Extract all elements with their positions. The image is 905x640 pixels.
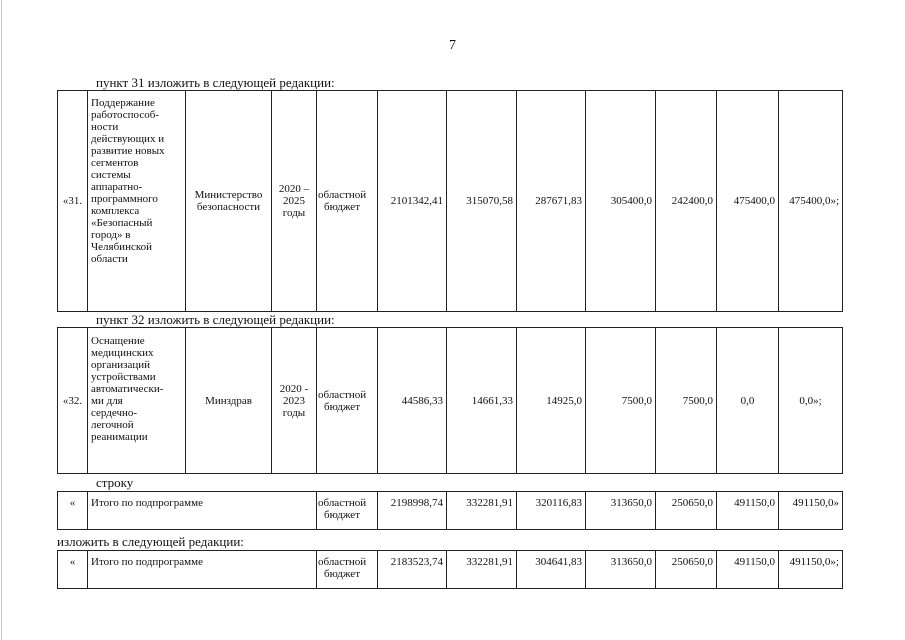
row31-year-2021: 287671,83 (517, 91, 586, 312)
page-number: 7 (449, 38, 456, 53)
row31-source: областной бюджет (317, 91, 378, 312)
total-new-year-2024: 491150,0 (717, 551, 779, 589)
table-total-new (57, 550, 843, 589)
row31-year-2020: 315070,58 (447, 91, 517, 312)
table-total-old (57, 491, 843, 530)
row31-year-2022: 305400,0 (586, 91, 656, 312)
row32-year-2022: 7500,0 (586, 328, 656, 474)
total-new-name: Итого по подпрограмме (88, 551, 317, 589)
total-old-name: Итого по подпрограмме (88, 492, 317, 530)
total-old-year-2021: 320116,83 (517, 492, 586, 530)
total-new-year-2020: 332281,91 (447, 551, 517, 589)
table-row-32 (57, 327, 843, 474)
row32-year-2025: 0,0»; (779, 328, 843, 474)
total-new-year-2021: 304641,83 (517, 551, 586, 589)
row32-years: 2020 - 2023 годы (272, 328, 317, 474)
instruction-point-32: пункт 32 изложить в следующей редакции: (96, 312, 335, 327)
row32-year-2021: 14925,0 (517, 328, 586, 474)
page-edge-line (1, 0, 2, 640)
total-old-year-2020: 332281,91 (447, 492, 517, 530)
instruction-point-31: пункт 31 изложить в следующей редакции: (96, 75, 335, 90)
row32-source: областной бюджет (317, 328, 378, 474)
row32-number: «32. (58, 328, 88, 474)
table-row-31 (57, 90, 843, 312)
total-old-total: 2198998,74 (378, 492, 447, 530)
row31-years: 2020 – 2025 годы (272, 91, 317, 312)
row31-name: Поддержание работоспособ- ности действующих и развитие новых сегментов системы аппаратно- программного комплекса «Безопасный город» в Челябинской области (88, 91, 186, 312)
instruction-row: строку (96, 475, 134, 490)
total-old-number: « (58, 492, 88, 530)
total-old-year-2025: 491150,0» (779, 492, 843, 530)
total-new-total: 2183523,74 (378, 551, 447, 589)
row31-year-2023: 242400,0 (656, 91, 717, 312)
instruction-new-edition: изложить в следующей редакции: (57, 534, 244, 549)
row31-executor: Министерство безопасности (186, 91, 272, 312)
total-old-year-2024: 491150,0 (717, 492, 779, 530)
row32-year-2024: 0,0 (717, 328, 779, 474)
row31-year-2024: 475400,0 (717, 91, 779, 312)
total-new-number: « (58, 551, 88, 589)
row32-year-2023: 7500,0 (656, 328, 717, 474)
total-new-year-2023: 250650,0 (656, 551, 717, 589)
total-old-year-2023: 250650,0 (656, 492, 717, 530)
total-new-year-2022: 313650,0 (586, 551, 656, 589)
total-new-source: областной бюджет (317, 551, 378, 589)
row31-total: 2101342,41 (378, 91, 447, 312)
total-new-year-2025: 491150,0»; (779, 551, 843, 589)
row31-number: «31. (58, 91, 88, 312)
row32-name: Оснащение медицинских организаций устройствами автоматически- ми для сердечно- легочной реанимации (88, 328, 186, 474)
row32-executor: Минздрав (186, 328, 272, 474)
row32-year-2020: 14661,33 (447, 328, 517, 474)
row31-year-2025: 475400,0»; (779, 91, 843, 312)
row32-total: 44586,33 (378, 328, 447, 474)
total-old-year-2022: 313650,0 (586, 492, 656, 530)
total-old-source: областной бюджет (317, 492, 378, 530)
